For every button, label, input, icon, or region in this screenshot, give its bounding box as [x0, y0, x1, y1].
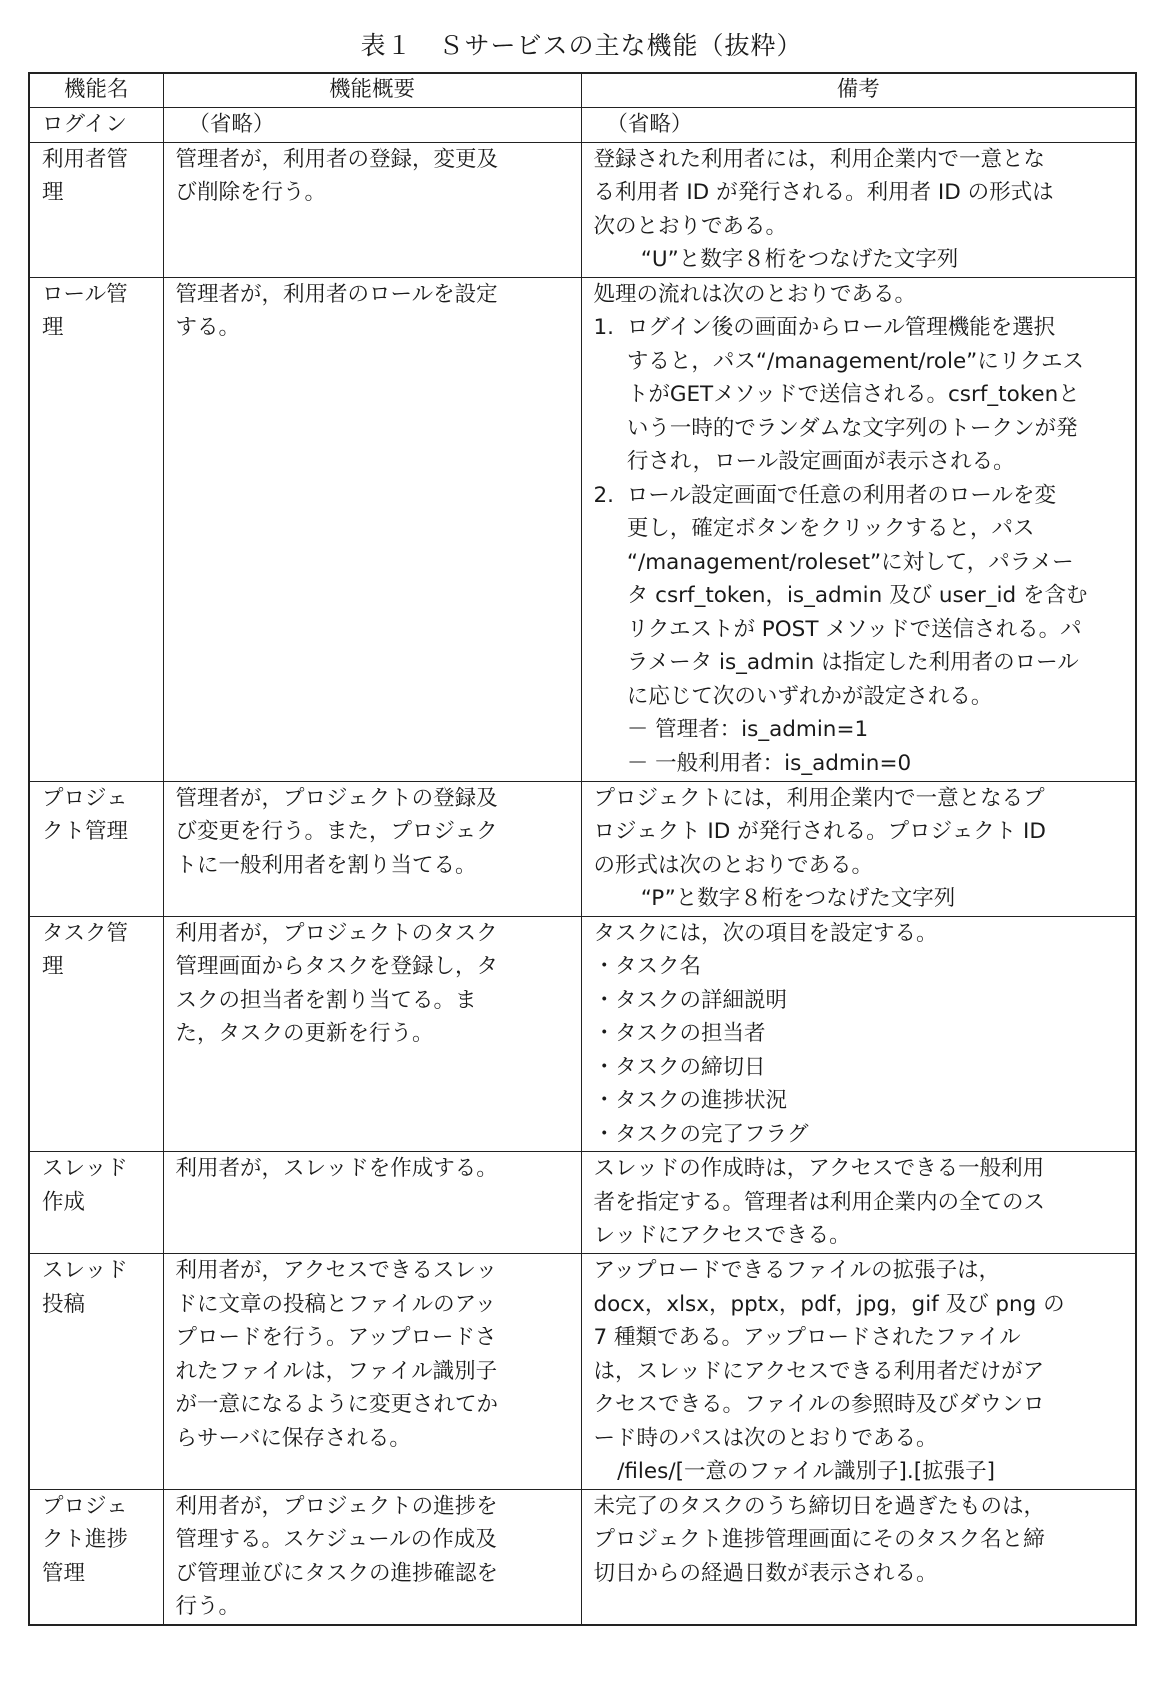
remarks-cell — [581, 1489, 1136, 1625]
remarks-line: タ csrf_token，is_admin 及び user_id を含む — [626, 583, 1088, 608]
function-summary-cell — [163, 142, 581, 277]
function-name-line: 作成 — [42, 1189, 86, 1215]
table-row — [29, 277, 1136, 781]
remarks-cell — [581, 277, 1136, 781]
function-name-line: スレッド — [42, 1258, 128, 1283]
summary-line: らサーバに保存される。 — [175, 1425, 411, 1451]
remarks-line: いう一時的でランダムな文字列のトークンが発 — [626, 415, 1078, 441]
remarks-line: 行され，ロール設定画面が表示される。 — [626, 449, 1015, 474]
function-name-cell — [29, 1152, 163, 1254]
remarks-line: タスクには，次の項目を設定する。 — [593, 920, 938, 946]
remarks-line: 7 種類である。アップロードされたファイル — [593, 1325, 1021, 1350]
function-name-line: 利用者管 — [42, 146, 129, 172]
remarks-cell — [581, 1152, 1136, 1254]
function-name-line: タスク管 — [42, 920, 129, 946]
remarks-line: トがGETメソッドで送信される。csrf_tokenと — [626, 382, 1080, 407]
remarks-line: プロジェクトには，利用企業内で一意となるプ — [593, 785, 1045, 811]
summary-line: （省略） — [188, 112, 275, 137]
remarks-line: “/management/roleset”に対して，パラメー — [626, 549, 1074, 575]
remarks-line: の形式は次のとおりである。 — [593, 852, 874, 878]
function-name-line: プロジェ — [42, 785, 128, 811]
table-row — [29, 916, 1136, 1152]
table-row — [29, 108, 1136, 143]
remarks-line: ・タスクの担当者 — [593, 1021, 766, 1046]
remarks-line: ・タスクの締切日 — [593, 1054, 766, 1080]
table-title: 表１ Ｓサービスの主な機能（抜粋） — [360, 31, 803, 60]
function-name-line: 管理 — [42, 1560, 86, 1586]
header-row — [29, 73, 1136, 108]
function-name-line: ロール管 — [42, 281, 128, 307]
summary-line: プロードを行う。アップロードさ — [175, 1325, 497, 1350]
summary-line: 利用者が，スレッドを作成する。 — [175, 1156, 498, 1181]
step-text: ログイン後の画面からロール管理機能を選択 — [626, 315, 1056, 340]
remarks-line: ・タスク名 — [593, 954, 702, 979]
summary-line: 行う。 — [175, 1594, 241, 1619]
remarks-cell — [581, 1254, 1136, 1490]
remarks-line: 未完了のタスクのうち締切日を過ぎたものは， — [593, 1493, 1046, 1519]
summary-line: 利用者が，アクセスできるスレッ — [175, 1258, 498, 1283]
remarks-line: － 一般利用者：is_admin=0 — [626, 750, 912, 776]
remarks-line — [594, 479, 1126, 513]
summary-line: び削除を行う。 — [175, 180, 327, 205]
remarks-line — [594, 311, 1126, 345]
function-summary-cell — [163, 781, 581, 916]
remarks-line: プロジェクト進捗管理画面にそのタスク名と締 — [593, 1527, 1045, 1552]
remarks-line: レッドにアクセスできる。 — [593, 1223, 851, 1248]
remarks-cell — [581, 142, 1136, 277]
summary-line: れたファイルは，ファイル識別子 — [175, 1358, 498, 1384]
remarks-line: “U”と数字８桁をつなげた文字列 — [640, 247, 959, 272]
header-function-name: 機能名 — [29, 73, 163, 108]
table-row — [29, 1489, 1136, 1625]
remarks-line: リクエストが POST メソッドで送信される。パ — [626, 616, 1082, 642]
remarks-line: － 管理者：is_admin=1 — [626, 717, 869, 742]
function-summary-cell — [163, 1152, 581, 1254]
remarks-line: ロジェクト ID が発行される。プロジェクト ID — [593, 819, 1046, 844]
summary-line: 管理画面からタスクを登録し，タ — [175, 954, 499, 979]
remarks-line: スレッドの作成時は，アクセスできる一般利用 — [593, 1156, 1045, 1181]
summary-line: 管理者が，利用者の登録，変更及 — [175, 146, 499, 172]
remarks-line: 者を指定する。管理者は利用企業内の全てのス — [593, 1189, 1046, 1215]
summary-line: 利用者が，プロジェクトのタスク — [175, 920, 498, 946]
summary-line: が一意になるように変更されてか — [175, 1392, 499, 1417]
function-name-line: 投稿 — [42, 1291, 86, 1317]
function-name-cell — [29, 781, 163, 916]
remarks-line: アップロードできるファイルの拡張子は， — [593, 1258, 1001, 1283]
remarks-line: （省略） — [606, 112, 693, 137]
summary-line: び管理並びにタスクの進捗確認を — [175, 1560, 499, 1586]
step-number: 1. — [593, 315, 615, 340]
step-text: ロール設定画面で任意の利用者のロールを変 — [626, 482, 1056, 508]
remarks-line: に応じて次のいずれかが設定される。 — [626, 683, 993, 709]
remarks-cell — [581, 781, 1136, 916]
function-name-cell — [29, 916, 163, 1152]
function-name-line: クト進捗 — [42, 1527, 129, 1552]
remarks-line: すると，パス“/management/role”にリクエス — [626, 348, 1084, 374]
remarks-line: ード時のパスは次のとおりである。 — [593, 1425, 938, 1451]
header-function-summary: 機能概要 — [163, 73, 581, 108]
remarks-line: る利用者 ID が発行される。利用者 ID の形式は — [593, 180, 1054, 205]
remarks-line: ・タスクの詳細説明 — [593, 987, 788, 1013]
function-name-cell — [29, 142, 163, 277]
table-row — [29, 781, 1136, 916]
function-name-line: スレッド — [42, 1156, 128, 1181]
summary-line: 管理する。スケジュールの作成及 — [175, 1527, 497, 1552]
step-number: 2. — [593, 482, 615, 508]
header-remarks: 備考 — [581, 73, 1136, 108]
remarks-cell — [581, 916, 1136, 1152]
function-summary-cell — [163, 277, 581, 781]
table-row — [29, 1254, 1136, 1490]
function-name-line: 理 — [42, 954, 64, 979]
function-name-cell — [29, 1254, 163, 1490]
function-name-cell — [29, 1489, 163, 1625]
summary-line: スクの担当者を割り当てる。ま — [175, 987, 477, 1013]
summary-line: た，タスクの更新を行う。 — [175, 1021, 434, 1046]
function-name-cell — [29, 108, 163, 143]
remarks-line: 更し，確定ボタンをクリックすると，パス — [626, 516, 1035, 541]
table-row — [29, 142, 1136, 277]
remarks-line: ・タスクの完了フラグ — [593, 1121, 809, 1147]
remarks-cell — [581, 108, 1136, 143]
function-summary-cell — [163, 108, 581, 143]
remarks-line: 登録された利用者には，利用企業内で一意とな — [593, 146, 1046, 172]
remarks-line: 切日からの経過日数が表示される。 — [593, 1560, 938, 1586]
remarks-line: 処理の流れは次のとおりである。 — [593, 281, 917, 307]
remarks-line: 次のとおりである。 — [593, 213, 788, 239]
function-summary-cell — [163, 1489, 581, 1625]
function-name-line: 理 — [42, 180, 64, 205]
summary-line: 利用者が，プロジェクトの進捗を — [175, 1493, 498, 1519]
summary-line: トに一般利用者を割り当てる。 — [175, 852, 477, 878]
feature-table — [28, 72, 1137, 1626]
function-summary-cell — [163, 916, 581, 1152]
remarks-line: “P”と数字８桁をつなげた文字列 — [640, 886, 956, 911]
function-name-line: プロジェ — [42, 1493, 128, 1519]
function-name-line: クト管理 — [42, 819, 129, 844]
summary-line: 管理者が，利用者のロールを設定 — [175, 281, 498, 307]
table-row — [29, 1152, 1136, 1254]
remarks-line: は，スレッドにアクセスできる利用者だけがア — [593, 1358, 1045, 1384]
summary-line: び変更を行う。また，プロジェク — [175, 819, 498, 844]
function-summary-cell — [163, 1254, 581, 1490]
function-name-cell — [29, 277, 163, 781]
remarks-line: ラメータ is_admin は指定した利用者のロール — [626, 650, 1079, 675]
remarks-line: docx，xlsx，pptx，pdf，jpg，gif 及び png の — [593, 1291, 1065, 1317]
summary-line: 管理者が，プロジェクトの登録及 — [175, 785, 498, 811]
function-name-line: 理 — [42, 315, 64, 340]
function-name-line: ログイン — [42, 112, 127, 137]
remarks-line: クセスできる。ファイルの参照時及びダウンロ — [593, 1392, 1045, 1417]
remarks-line: ・タスクの進捗状況 — [593, 1088, 788, 1113]
summary-line: ドに文章の投稿とファイルのアッ — [175, 1291, 497, 1317]
remarks-line: /files/[一意のファイル識別子].[拡張子] — [617, 1459, 996, 1484]
summary-line: する。 — [175, 315, 241, 340]
